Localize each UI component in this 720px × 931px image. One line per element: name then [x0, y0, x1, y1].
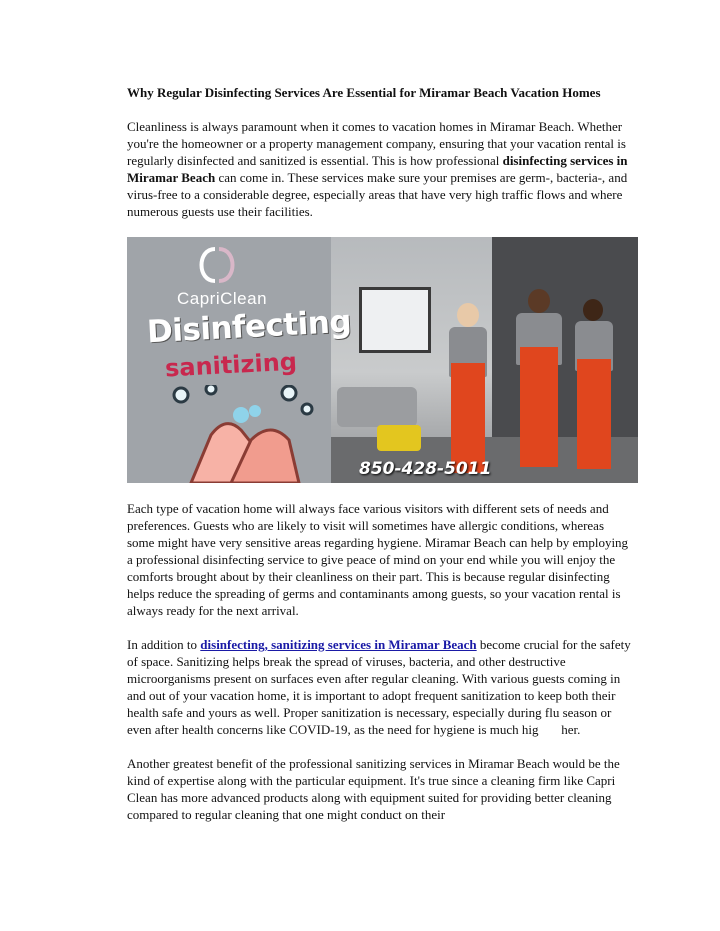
paragraph-1-text-b: can come in. These services make sure your premises are germ-, bacteria-, and virus-free to a considerable degree, especially areas that have very high traffic flows and where numerous guests use their facilities. — [127, 170, 628, 219]
sofa — [337, 387, 417, 427]
hero-banner-image — [127, 237, 638, 483]
paragraph-3-text-b: become crucial for the safety of space. Sanitizing helps break the spread of viruses, bacteria, and other destructive microorganisms present on surfaces even after regular cleaning. With various guests coming in and out of your vacation home, it is important to adopt frequent sanitization to keep both their health safe and yours as well. Proper sanitization is necessary, especially during flu season or even after health concerns like COVID-19, as the need for hygiene is much hig her. — [127, 637, 635, 737]
paragraph-3-text-a: In addition to — [127, 637, 201, 652]
phone-number: 850-428-5011 — [359, 459, 492, 479]
window — [359, 287, 431, 353]
yellow-bucket — [377, 425, 421, 451]
paragraph-1-text-a: Cleanliness is always paramount when it comes to vacation homes in Miramar Beach. Whether you're the homeowner or a property management company, ensuring that your vacation rental is regularly disinfected and sanitized is essential. This is how professional — [127, 119, 626, 168]
logo-text: CapriClean — [177, 289, 268, 308]
washing-hands-icon — [171, 385, 321, 483]
banner-heading: Disinfecting — [146, 303, 352, 351]
worker-center — [512, 289, 566, 483]
paragraph-3 — [127, 636, 633, 738]
paragraph-4: Another greatest benefit of the professional sanitizing services in Miramar Beach would be the kind of expertise along with the particular equipment. It's true since a cleaning firm like Capri Clean has more advanced products along with equipment suited for providing better cleaning compared to regular cleaning that one might conduct on their — [127, 756, 620, 822]
article-title: Why Regular Disinfecting Services Are Essential for Miramar Beach Vacation Homes — [127, 85, 601, 100]
paragraph-2: Each type of vacation home will always face various visitors with different sets of needs and preferences. Guests who are likely to visit will sometimes have allergic conditions, whereas some might have very sensitive areas regarding hygiene. Miramar Beach can help by employing a professional disinfecting service to give peace of mind on your end while you will enjoy the comforts brought about by their cleanliness on their part. This is because regular disinfecting helps reduce the spreading of germs and contaminants among guests, so your vacation rental is always ready for the next arrival. — [127, 501, 629, 618]
document-page — [127, 84, 633, 840]
worker-left — [445, 303, 491, 483]
paragraph-1-bold: disinfecting services in Miramar Beach — [127, 153, 628, 185]
banner-subheading: sanitizing — [164, 347, 298, 383]
paragraph-1 — [127, 118, 633, 220]
services-link[interactable]: disinfecting, sanitizing services in Miramar Beach — [200, 637, 477, 652]
worker-right — [571, 299, 617, 483]
logo-mark-icon — [187, 245, 247, 285]
